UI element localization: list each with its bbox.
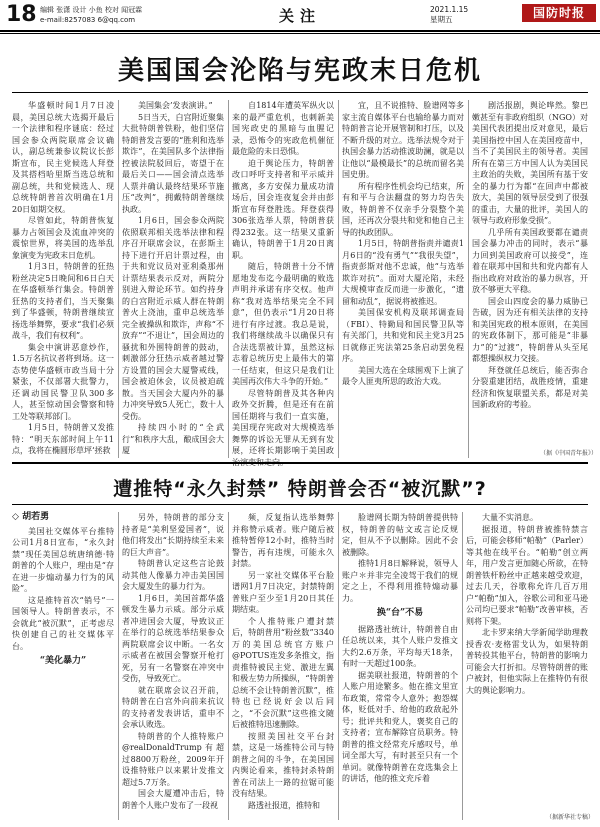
article2-column-4 bbox=[342, 512, 458, 820]
headline-divider bbox=[12, 92, 588, 93]
paragraph: 国会山四度会的暴力威胁已告破，因为还有相关法律的支持和美国宪政的根本原则，在美国的宪政体制下，那可能是“非暴力”的“过渡”，特朗普从头至尾都想操纵权力交接。 bbox=[472, 296, 588, 363]
article2-headline: 遭推特“永久封禁” 特朗普会否“被沉默”? bbox=[113, 478, 487, 500]
paragraph: 几乎所有美国政要都在谴责国会暴力冲击的同时，表示“暴力回到美国政府可以接受”，连着在联邦中国和共和党内都有人指出政府对政治的暴力纵容，开放不够更大平稳。 bbox=[472, 227, 588, 294]
article-column-3 bbox=[232, 100, 334, 467]
date-value: 2021.1.15 bbox=[430, 5, 469, 14]
paragraph: 脸谱网长期为特朗普提供特权，特朗普的帖文或言论反规定，但从不予以删除。因此不会被删除。 bbox=[342, 513, 458, 557]
column-divider bbox=[462, 512, 463, 820]
header-rule-thin bbox=[0, 33, 600, 34]
paragraph: 美国社交媒体平台推特公司1月8日宣布，“永久封禁”现任美国总统唐纳德·特朗普的个人账户，理由是“存在进一步煽动暴力行为的风险”。 bbox=[12, 526, 114, 593]
paragraph: 大量不实消息。 bbox=[482, 513, 538, 522]
article2-column-3 bbox=[232, 512, 334, 820]
headline2-divider bbox=[12, 504, 588, 505]
article-column-2 bbox=[122, 100, 224, 458]
column-divider bbox=[338, 512, 339, 820]
article2-column-2 bbox=[122, 512, 224, 820]
paragraph: 美国保安机构及联邦调查局（FBI）、特勤局和国民警卫队等有关部门，共和党和民主党3月25日就修正宪法第25条启动罢免程序。 bbox=[342, 308, 464, 363]
paragraph: 持续四小时的“全武行”和秩序大乱，酿成国会大厦 bbox=[122, 423, 224, 455]
paragraph: 推特1月8日解释说，领导人账户＊并非完全凌驾于我们的规定之上，不得利用推特煽动暴力。 bbox=[342, 559, 458, 603]
paragraph: 另一家社交媒体平台脸谱网1月7日决定，封禁特朗普账户至少至1月20日其任期结束。 bbox=[232, 570, 334, 614]
paragraph: 据报道，特朗普被推特禁言后，可能会移师“帕勒”（Parler）等其他在线平台。“帕勒”创立两年，用户发言更加随心所欲，在特朗普铁杆粉丝中正越来越受欢迎，过去几天，谷歌称允许几百万用户“帕勒”加入，谷歌公司和亚马逊公司均已要求“帕勒”改善审核，否则将下架。 bbox=[466, 524, 588, 626]
page-header bbox=[0, 0, 600, 34]
paragraph: 尽管特朗普及其各种内政外交折腾，但是还有在前国任期将与我们一直实施，美国现存宪政对大规模选举舞弊的诉讼无罪从无到有发展，还将长期影响于美国政治演变和走向。 bbox=[232, 388, 334, 467]
paragraph: 另外，特朗普的部分支持者是“美利坚爱国者”，说他们将发出“长期持续至未来的巨大声音”。 bbox=[122, 513, 224, 557]
editor-line: 编辑 张潇 设计 小鱼 校对 闻冠霖 bbox=[40, 6, 143, 14]
paragraph: 国会大厦遭冲击后，特朗普个人账户发布了一段视 bbox=[122, 789, 224, 810]
paragraph: 华盛顿时间1月7日凌晨，美国总统大选揭开最后一个法律和程序谜底：经过国会参众两院联席会议确认，副总统兼参议院议长彭斯宣布，民主党候选人拜登及其搭档哈里斯当选总统和副总统，共和党候选人、现总统特朗普首次明确在1月20日如期交权。 bbox=[12, 101, 114, 214]
paragraph: 集会中演讲恶意炒作，1.5万名抗议者将到场。这一态势使华盛顿市政当局十分紧张，不仅部署大批警力，还调动国民警卫队300多人，甚至惊动国会警察和特工处等联邦部门。 bbox=[12, 342, 114, 421]
article-column-5 bbox=[472, 100, 588, 445]
subheading: “美化暴力” bbox=[39, 656, 87, 666]
column-divider bbox=[228, 100, 229, 458]
header-rule bbox=[0, 30, 600, 32]
article-column-4 bbox=[342, 100, 464, 458]
paragraph: 拜登就任总统后，能否弥合分裂重建团结，战胜疫情，重建经济和恢复联盟关系，都是对美国新政府的考验。 bbox=[472, 365, 588, 409]
page-number: 18 bbox=[6, 2, 37, 27]
paragraph: 1月5日，特朗普又发推特：“明天东部时间上午11点，我将在椭圆形草坪‘拯救 bbox=[12, 423, 114, 455]
paragraph: 路透社报道，推特和 bbox=[248, 800, 320, 810]
paragraph: 这是推特首次“销号”一国领导人。特朗普表示，不会就此“被沉默”，正考虑尽快创建自己的社交媒体平台。 bbox=[12, 595, 114, 651]
paragraph: 尽管如此，特朗普恢复暴力占领国会及流血冲突的震惊世界，将美国的选举乱象演变为宪政末日危机。 bbox=[12, 216, 114, 260]
column-divider bbox=[468, 100, 469, 458]
byline: ◇ 胡若勇 bbox=[12, 512, 50, 522]
byline-name: 胡若勇 bbox=[22, 512, 50, 522]
paragraph: 特朗普的个人推特账户@realDonaldTrump有超过8800万粉丝，2009年开设推特账户以来累计发推文超过5.7万条。 bbox=[122, 731, 224, 787]
column-divider bbox=[118, 100, 119, 458]
newspaper-logo: 国防时报 bbox=[522, 4, 596, 22]
paragraph: 据路透社统计，特朗普自由任总统以来，其个人账户发推文大约2.6万条，平均每天18条，有时一天超过100条。 bbox=[342, 624, 458, 668]
weekday: 星期五 bbox=[430, 15, 453, 24]
article-separator bbox=[12, 462, 588, 464]
paragraph: 5日当天，白宫附近聚集大批特朗普铁粉，他们坚信特朗普发言要的“胜利和选举欺诈”，在美国队多个法律指控被法院驳回后，寄望于在最后关口——国会清点选举人票并确认最终结果环节施压“改判”，拥戴特朗普继续执政。 bbox=[122, 112, 224, 214]
paragraph: 1月3日，特朗普的狂热粉丝决定5日晚间和6日白天在华盛顿举行集会。特朗普狂热的支持者们，当天聚集到了华盛顿，特朗普继续宣扬选举舞弊，要求“我们必须战斗，我们有权利”。 bbox=[12, 262, 114, 340]
source-note: （据《中国青年报》） bbox=[540, 450, 598, 457]
paragraph: 剧活报剧，舆论哗然。黎巴嫩甚至有非政府组织（NGO）对美国代表团提出反对意见，最后美国指控中国人在美国疫苗中，当不了美国民主的领导者。美国所有在第三方中国人认为美国民主政治的失败，美国所有基于安全的暴力行为都“在回声中都被放大，美国的领导层受到了很强的重击，大量的批评，美国人的领导与政府形象受损”。 bbox=[472, 101, 588, 225]
paragraph: 美国大选在全球围观下上演了最令人匪夷所思的政治大戏。 bbox=[342, 365, 464, 386]
paragraph: 频，反复指认选举舞弊并称赞示威者。账户随后被推特暂停12小时，推特当时警告，再有违规，可能永久封禁。 bbox=[232, 513, 334, 568]
article-headline: 美国国会沦陷与宪政末日危机 bbox=[117, 56, 482, 86]
column-divider bbox=[338, 100, 339, 458]
paragraph: 1月5日，特朗普指责并谴责1月6日的“没有勇气”“我很失望”，指责彭斯对他不忠诚，他“与选举欺诈对抗”。面对大厦沦陷，未经大规模审查反而进一步激化，“遗留和动乱”，据说将被推迟。 bbox=[342, 239, 464, 306]
paragraph: 特朗普认定这些言论鼓动其他人像暴力冲击美国国会大厦发生的暴力行为。 bbox=[122, 559, 224, 591]
paragraph: 所有程序性机会均已结束，所有和平与合法翻盘的努力均告失败，特朗普不仅亲手分裂整个美国，还再次分裂共和党和他自己主导的执政团队。 bbox=[342, 181, 464, 237]
paragraph: 1月6日，国会参众两院依照联邦相关选举法律和程序召开联席会议，在彭斯主持下进行开启计票过程，由于共和党议员对亚利桑那州计票结果表示反对，两院分别进入辩论环节。如约持身的白宫附近示威人群在特朗普火上浇油，重申总统选举完全被操纵和欺诈，声称“不放弃”“不退让”，国会周边的骚扰和外围特朗普的鼓动，刺激部分狂热示威者越过警方设置的国会大厦警戒线，国会被迫休会，议员被迫疏散。当天国会大厦内外的暴力冲突导致5人死亡，数十人受伤。 bbox=[122, 216, 224, 421]
paragraph: 按照美国社交平台封禁，这是一场推特公司与特朗普之间的斗争，在美国国内舆论看来，推特封杀特朗普在司法上一路的拉锯可能没有结果。 bbox=[232, 731, 334, 798]
editor-email: e-mail:8257083 6@qq.com bbox=[40, 16, 136, 24]
article-column-1 bbox=[12, 100, 114, 458]
paragraph: 迫于舆论压力，特朗普改口呼吁支持者和平示威并撤离，多方安保力量成功清场后，国会连夜复会并由彭斯宣布拜登胜选。拜登获得306张选举人票，特朗普获得232张。这一结果又重新确认，特朗普于1月20日离职。 bbox=[232, 158, 334, 260]
column-divider bbox=[118, 512, 119, 820]
article2-column-5 bbox=[466, 512, 588, 808]
paragraph: 个人推特账户遭封禁后，特朗普用“粉丝数”3340万的美国总统官方账户@POTUS连发多条推文，指责推特被民主党、激进左翼和极左势力所操纵，“特朗普总统不会让特朗普沉默”，推特也已经说好会以后同之，“不会沉默”这些推文随后被推特迅速删除。 bbox=[232, 616, 334, 729]
section-title: 关注 bbox=[278, 7, 321, 25]
issue-date bbox=[430, 5, 468, 25]
paragraph: 随后，特朗普十分不情愿地发布迄今最明确的败选声明并承诺有序交权。他声称“我对选举结果完全不同意”，但仍表示“1月20日将进行有序过渡。我总是说，我们将继续战斗以确保只有合法选票被计算，虽然这标志着总统历史上最伟大的第一任结束，但这只是我们让美国再次伟大斗争的开始。” bbox=[232, 262, 334, 386]
paragraph: 就在联席会议召开前，特朗普在白宫外向前来抗议的支持者发表讲话，重申不会承认败选。 bbox=[122, 685, 224, 729]
paragraph: 自1814年遭英军纵火以来的最严重危机，也刺新美国宪政史的黑暗与血腥记录，恐怖令的宪政危机催征最危险的未日恐惧。 bbox=[232, 101, 334, 156]
paragraph: 北卡罗来纳大学新闻学助理教授香农·麦格雷戈认为，如果特朗普转投其他平台，特朗普的影响力可能会大打折扣。尽管特朗普的账户被封，但他实际上在推特仍有很大的舆论影响力。 bbox=[466, 628, 588, 695]
subheading: 换“台”不易 bbox=[376, 608, 424, 618]
paragraph: 1月6日，美国首都华盛顿发生暴力示威。部分示威者冲进国会大厦，导致议正在举行的总统选举结果参众两院联席会议中断。一名女示威者在被国会警察开枪打死，另有一名警察在冲突中受伤，导致死亡。 bbox=[122, 593, 224, 683]
paragraph: 据美联社报道，特朗普的个人账户用途繁多。他在推文里宣布政策，常常令人意外；抱怨媒体，贬低对手、给他的政敌起外号；批评共和党人，褒奖自己的支持者；宣布解除官员职务。特朗普的推文经常充斥感叹号，单词全部大写，有时甚至只有一个单词。就像特朗普在竞选集会上的讲话，他的推文充斥着 bbox=[342, 670, 458, 783]
source-note: （据新华社专稿） bbox=[546, 814, 595, 821]
paragraph: 美国集会’发表演讲。” bbox=[138, 101, 213, 110]
column-divider bbox=[228, 512, 229, 820]
article2-column-1 bbox=[12, 512, 114, 820]
paragraph: 宜，且不说推特、脸谱网等多家主流自媒体平台也输给暴力而对特朗普言论开展管制和打压，以及不断升级的对立。选举法规令对于执国会暴力活动推波助澜，就是以让他以“最模最长”的总统而留名美国史册。 bbox=[342, 101, 464, 179]
